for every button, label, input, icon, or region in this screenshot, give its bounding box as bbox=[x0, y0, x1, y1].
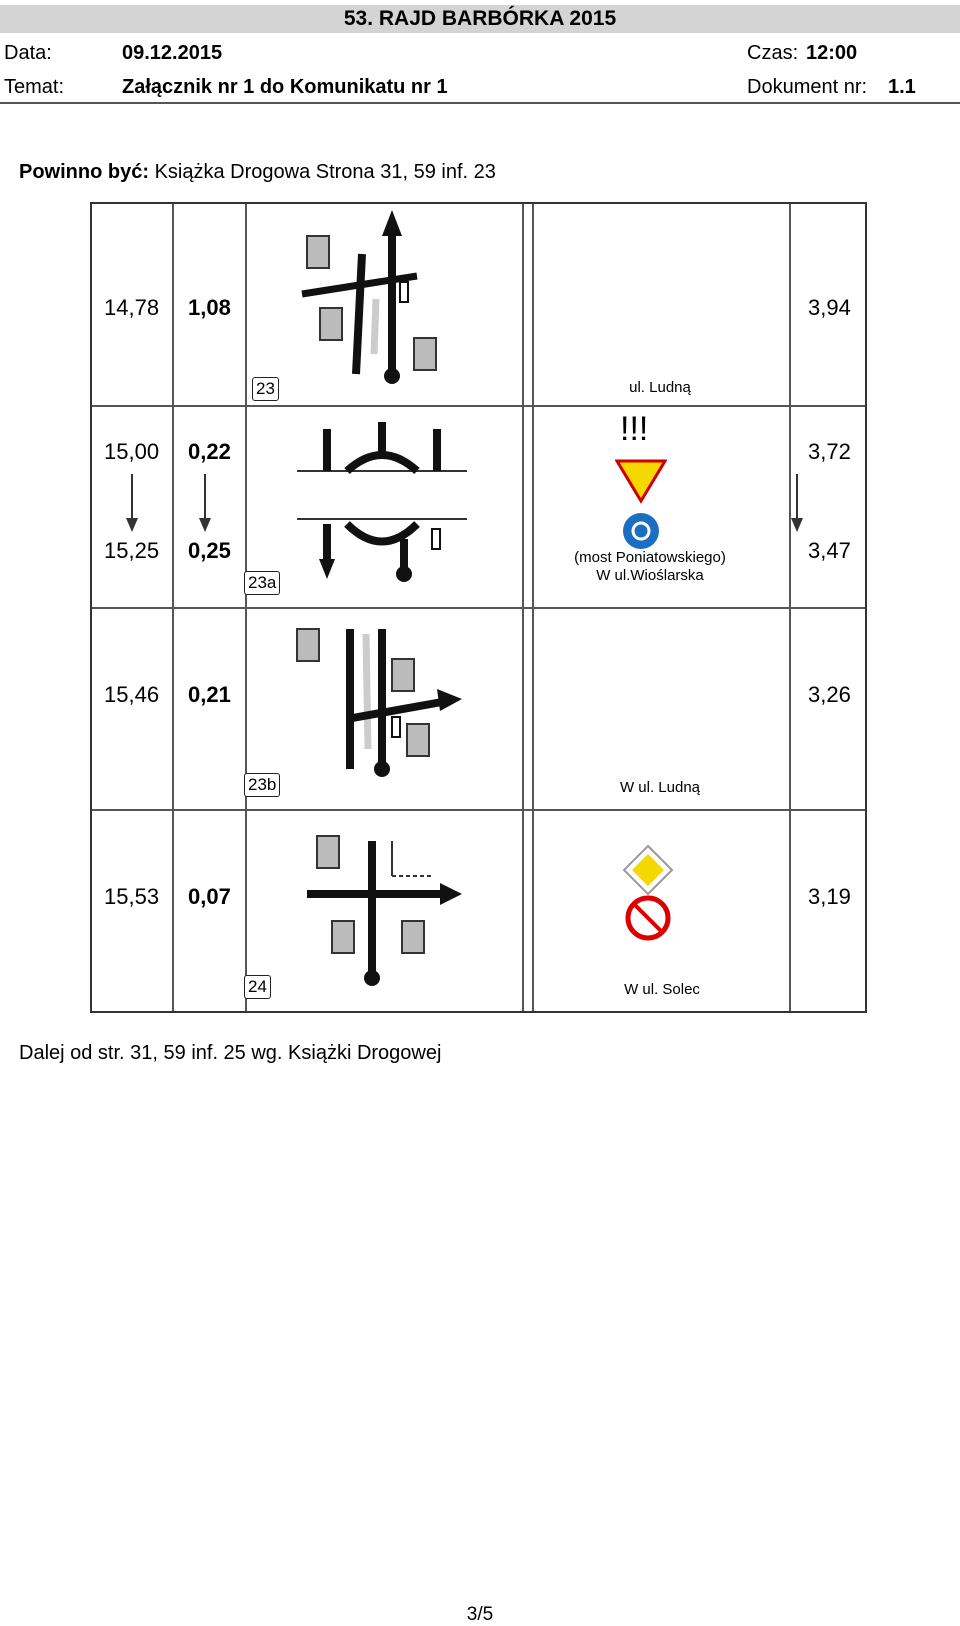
partial-distance: 0,22 bbox=[188, 439, 231, 464]
remaining-distance: 3,72 bbox=[808, 439, 851, 464]
total-distance: 14,78 bbox=[104, 295, 160, 320]
signs-priority-no-left-turn bbox=[622, 844, 674, 944]
total-distance: 15,00 bbox=[104, 439, 160, 464]
instruction-ref: 23b bbox=[244, 773, 280, 797]
dokument-value: 1.1 bbox=[888, 76, 916, 98]
remaining-distance-end: 3,47 bbox=[808, 538, 851, 563]
instruction-ref: 23 bbox=[252, 377, 279, 401]
czas-value: 12:00 bbox=[806, 42, 858, 64]
data-label: Data: bbox=[4, 42, 52, 64]
street-name: ul. Ludną bbox=[629, 379, 691, 396]
roadbook-table bbox=[90, 202, 867, 1013]
street-name: W ul. Solec bbox=[624, 981, 700, 998]
data-value: 09.12.2015 bbox=[122, 42, 223, 64]
row-divider bbox=[92, 405, 865, 407]
tulip-diagram-crossroads bbox=[292, 204, 512, 399]
czas-label: Czas: bbox=[747, 42, 799, 64]
remaining-distance: 3,26 bbox=[808, 682, 851, 707]
partial-distance-end: 0,25 bbox=[188, 538, 231, 563]
arrow-down-icon bbox=[787, 474, 807, 534]
temat-label: Temat: bbox=[4, 76, 65, 98]
signs-yield-roundabout bbox=[615, 459, 667, 551]
tulip-diagram-crossroads-right bbox=[292, 811, 512, 1006]
subtitle bbox=[19, 161, 496, 184]
subtitle-label: Powinno być: bbox=[19, 161, 149, 183]
partial-distance: 0,21 bbox=[188, 682, 231, 707]
subtitle-text: Książka Drogowa Strona 31, 59 inf. 23 bbox=[154, 161, 496, 183]
page-number: 3/5 bbox=[466, 1604, 494, 1625]
street-name: W ul.Wioślarska bbox=[596, 567, 704, 584]
remaining-distance: 3,19 bbox=[808, 884, 851, 909]
temat-value: Załącznik nr 1 do Komunikatu nr 1 bbox=[122, 76, 448, 98]
warning-marks: !!! bbox=[620, 410, 649, 448]
street-name: W ul. Ludną bbox=[619, 779, 701, 796]
arrow-down-icon bbox=[122, 474, 142, 534]
footer-note: Dalej od str. 31, 59 inf. 25 wg. Książki Drogowej bbox=[19, 1042, 442, 1064]
total-distance: 15,53 bbox=[104, 884, 160, 909]
street-note: (most Poniatowskiego) bbox=[574, 549, 726, 566]
tulip-diagram-roundabout bbox=[292, 414, 512, 609]
tulip-diagram-right-turn bbox=[292, 609, 512, 804]
instruction-ref: 24 bbox=[244, 975, 271, 999]
remaining-distance: 3,94 bbox=[808, 295, 851, 320]
total-distance-end: 15,25 bbox=[104, 538, 160, 563]
partial-distance: 1,08 bbox=[188, 295, 231, 320]
header-rule bbox=[0, 102, 960, 104]
instruction-ref: 23a bbox=[244, 571, 280, 595]
partial-distance: 0,07 bbox=[188, 884, 231, 909]
dokument-label: Dokument nr: bbox=[747, 76, 868, 98]
total-distance: 15,46 bbox=[104, 682, 160, 707]
document-title: 53. RAJD BARBÓRKA 2015 bbox=[0, 5, 960, 33]
arrow-down-icon bbox=[195, 474, 215, 534]
